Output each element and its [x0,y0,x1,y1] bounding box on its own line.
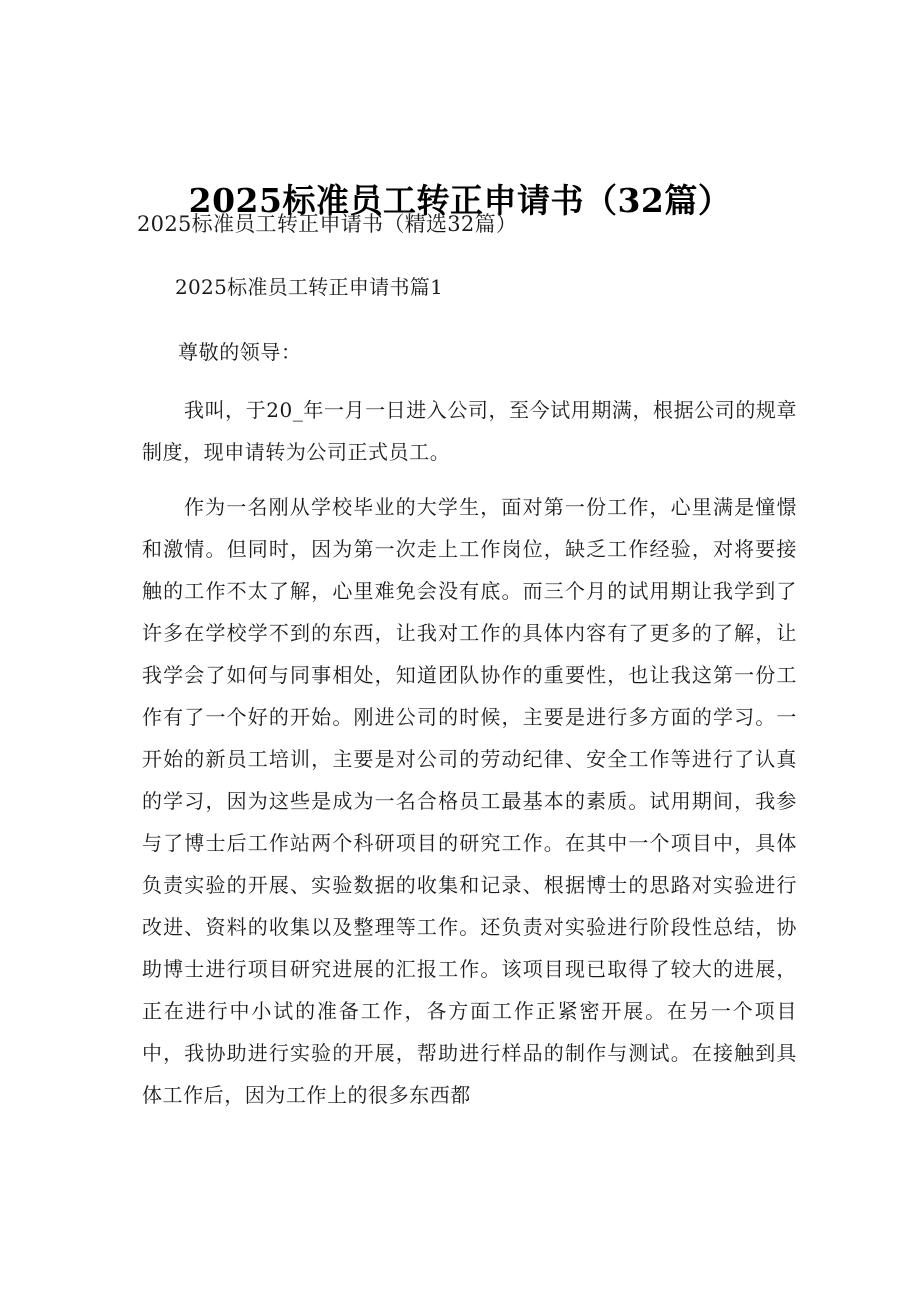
page-title: 2025标准员工转正申请书（32篇） [188,181,732,221]
salutation: 尊敬的领导： [178,340,302,364]
document-body [142,331,797,1116]
body-paragraph: 作为一名刚从学校毕业的大学生，面对第一份工作，心里满是憧憬和激情。但同时，因为第一次走上工作岗位，缺乏工作经验，对将要接触的工作不太了解，心里难免会没有底。而三个月的试用期让我学到了许多在学校学不到的东西，让我对工作的具体内容有了更多的了解，让我学会了如何与同事相处，知道团队协作的重要性，也让我这第一份工作有了一个好的开始。刚进公司的时候，主要是进行多方面的学习。一开始的新员工培训，主要是对公司的劳动纪律、安全工作等进行了认真的学习，因为这些是成为一名合格员工最基本的素质。试用期间，我参与了博士后工作站两个科研项目的研究工作。在其中一个项目中，具体负责实验的开展、实验数据的收集和记录、根据博士的思路对实验进行改进、资料的收集以及整理等工作。还负责对实验进行阶段性总结，协助博士进行项目研究进展的汇报工作。该项目现已取得了较大的进展，正在进行中小试的准备工作，各方面工作正紧密开展。在另一个项目中，我协助进行实验的开展，帮助进行样品的制作与测试。在接触到具体工作后，因为工作上的很多东西都 [142,495,797,1107]
document-subtitle: 2025标准员工转正申请书（精选32篇） [137,212,518,236]
body-paragraph: 我叫，于20_年一月一日进入公司，至今试用期满，根据公司的规章制度，现申请转为公司正式员工。 [142,398,797,464]
section-heading: 2025标准员工转正申请书篇1 [175,275,444,299]
